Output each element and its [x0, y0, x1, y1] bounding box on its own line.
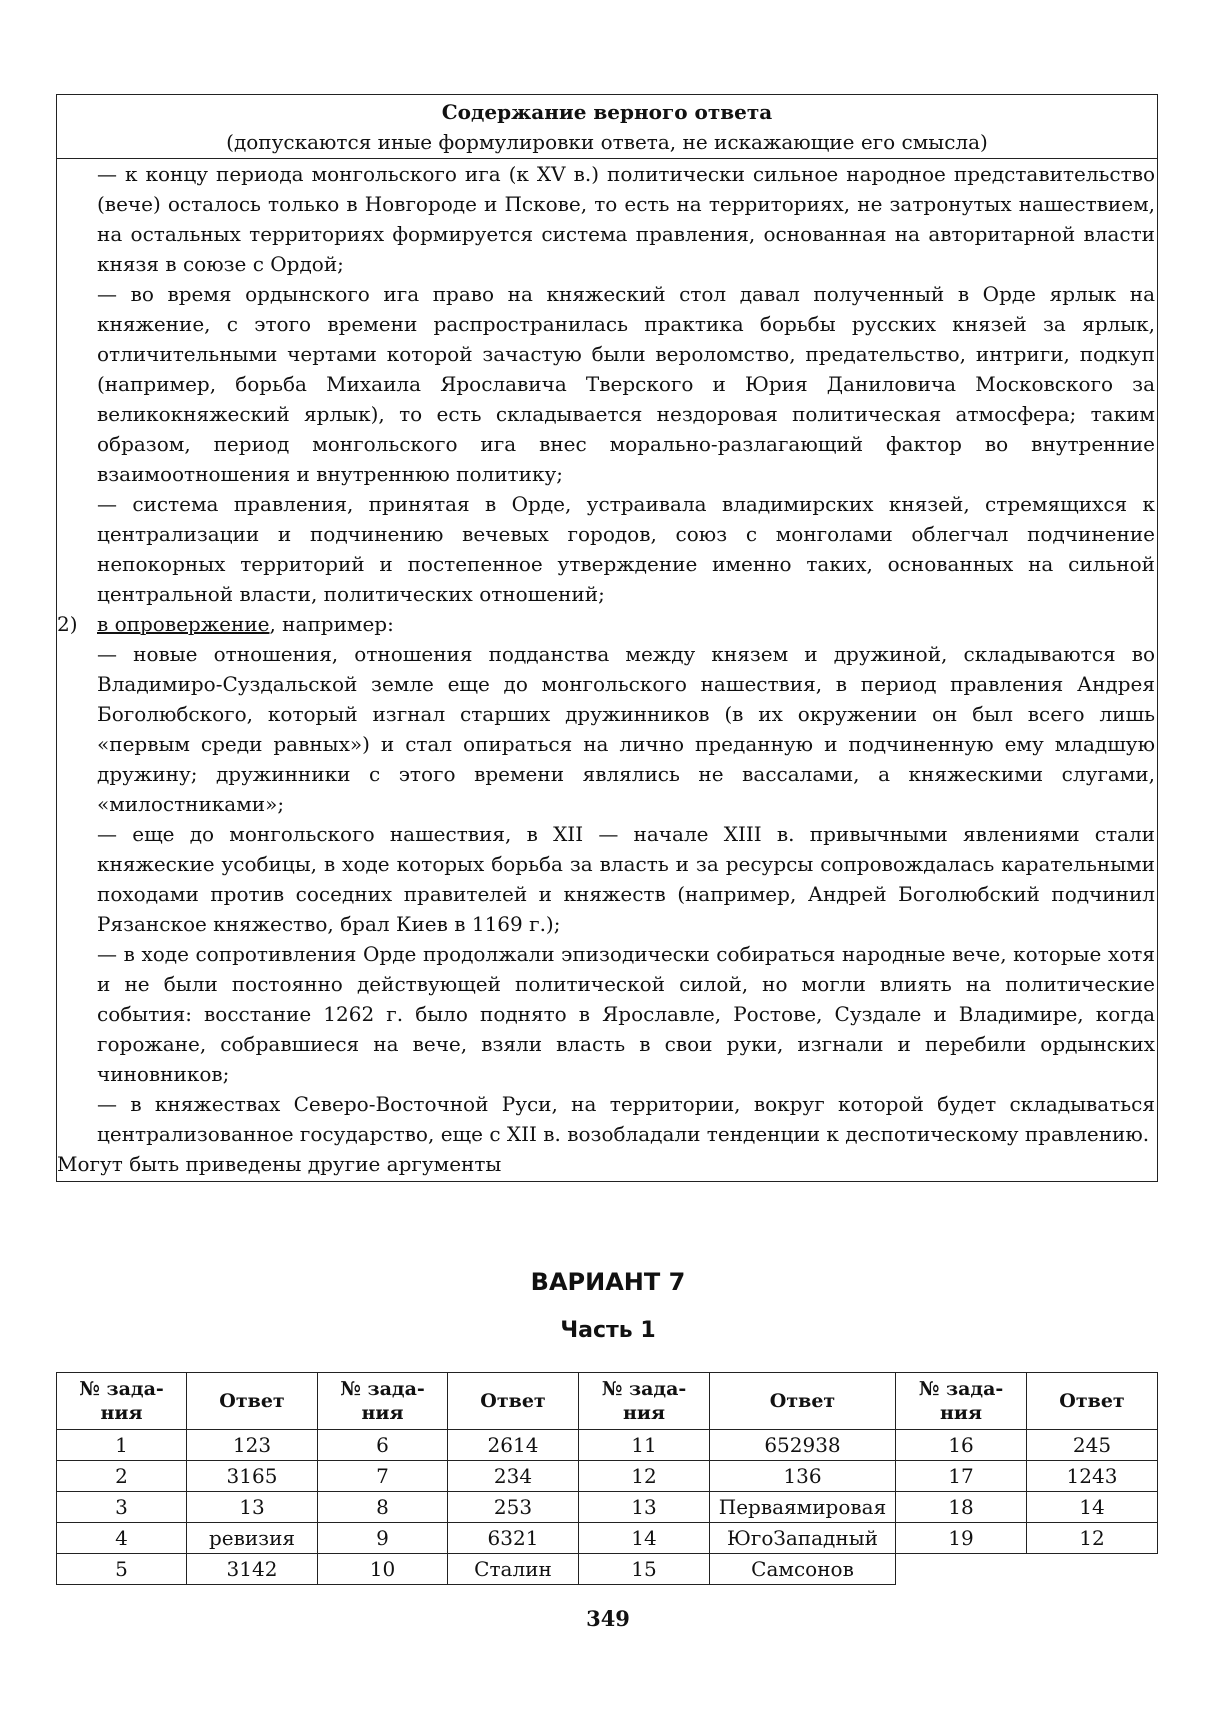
argument-paragraph-2: — во время ордынского ига право на княжеский стол давал полученный в Орде ярлык на княжение, с этого времени распространилась практика борьбы русских князей за ярлык, отличительными чертами которой зачастую были вероломство, предательство, интриги, подкуп (например, борьба Михаила Ярославича Тверского и Юрия Даниловича Московского за великокняжеский ярлык), то есть складывается нездоровая политическая атмосфера; таким образом, период монгольского ига внес морально-разлагающий фактор во внутренние взаимоотношения и внутреннюю политику; [97, 282, 1155, 486]
table-row [57, 1492, 1158, 1523]
answer-cell: 3142 [187, 1554, 318, 1585]
refutation-label: в опровержение [97, 612, 270, 636]
refutation-paragraph-4: — в княжествах Северо-Восточной Руси, на территории, вокруг которой будет складываться централизованное государство, еще с XII в. возобладали тенденции к деспотическому правлению. [97, 1092, 1155, 1146]
answer-cell: 253 [448, 1492, 579, 1523]
task-number-cell: 16 [896, 1430, 1027, 1461]
refutation-paragraph-2: — еще до монгольского нашествия, в XII — начале XIII в. привычными явлениями стали княжеские усобицы, в ходе которых борьба за власть и за ресурсы сопровождалась карательными походами против соседних правителей и княжеств (например, Андрей Боголюбский подчинил Рязанское княжество, брал Киев в 1169 г.); [97, 822, 1155, 936]
answer-cell: Перваямировая [710, 1492, 896, 1523]
answer-cell: Самсонов [710, 1554, 896, 1585]
answer-content-box [56, 94, 1158, 1182]
task-number-cell: 1 [57, 1430, 187, 1461]
answer-cell: ЮгоЗападный [710, 1523, 896, 1554]
answer-box-title: Содержание верного ответа [441, 100, 773, 124]
variant-title: ВАРИАНТ 7 [530, 1268, 686, 1296]
answer-box-subtitle: (допускаются иные формулировки ответа, не искажающие его смысла) [226, 130, 988, 154]
column-header-task: № зада- ния [896, 1373, 1027, 1430]
answer-cell: 245 [1027, 1430, 1158, 1461]
column-header-answer: Ответ [1027, 1373, 1158, 1430]
task-number-cell: 8 [318, 1492, 448, 1523]
task-number-cell: 9 [318, 1523, 448, 1554]
column-header-task: № зада- ния [318, 1373, 448, 1430]
answer-cell: 13 [187, 1492, 318, 1523]
table-row [57, 1461, 1158, 1492]
answer-cell: 2614 [448, 1430, 579, 1461]
task-number-cell: 18 [896, 1492, 1027, 1523]
column-header-answer: Ответ [448, 1373, 579, 1430]
task-number-cell: 17 [896, 1461, 1027, 1492]
task-number-cell: 14 [579, 1523, 710, 1554]
answers-table-header-row [57, 1373, 1158, 1430]
column-header-task: № зада- ния [57, 1373, 187, 1430]
column-header-answer: Ответ [710, 1373, 896, 1430]
answer-cell: 12 [1027, 1523, 1158, 1554]
column-header-task: № зада- ния [579, 1373, 710, 1430]
answer-cell: 6321 [448, 1523, 579, 1554]
page-number: 349 [586, 1606, 630, 1631]
refutation-paragraph-3: — в ходе сопротивления Орде продолжали эпизодически собираться народные вече, которые хотя и не были постоянно действующей политической силой, но могли влиять на политические события: восстание 1262 г. было поднято в Ярославле, Ростове, Суздале и Владимире, когда горожане, собравшиеся на вече, взяли власть в свои руки, изгнали и перебили ордынских чиновников; [97, 942, 1155, 1086]
argument-paragraph-3: — система правления, принятая в Орде, устраивала владимирских князей, стремящихся к централизации и подчинению вечевых городов, союз с монголами облегчал подчинение непокорных территорий и постепенное утверждение именно таких, основанных на сильной центральной власти, политических отношений; [97, 492, 1155, 606]
refutation-label-rest: , например: [269, 612, 394, 636]
task-number-cell: 12 [579, 1461, 710, 1492]
task-number-cell: 10 [318, 1554, 448, 1585]
answer-cell: 123 [187, 1430, 318, 1461]
task-number-cell: 7 [318, 1461, 448, 1492]
argument-paragraph-1: — к концу периода монгольского ига (к XV в.) политически сильное народное представительство (вече) осталось только в Новгороде и Пскове, то есть на территориях, не затронутых нашествием, на остальных территориях формируется система правления, основанная на авторитарной власти князя в союзе с Ордой; [97, 162, 1155, 276]
column-header-answer: Ответ [187, 1373, 318, 1430]
task-number-cell: 15 [579, 1554, 710, 1585]
answer-cell: 3165 [187, 1461, 318, 1492]
task-number-cell: 13 [579, 1492, 710, 1523]
answer-cell: 14 [1027, 1492, 1158, 1523]
answer-box-body [57, 159, 1157, 1181]
task-number-cell: 2 [57, 1461, 187, 1492]
answer-box-header [57, 95, 1157, 159]
empty-cell [896, 1554, 1027, 1585]
table-row [57, 1430, 1158, 1461]
answer-cell: 136 [710, 1461, 896, 1492]
table-row [57, 1554, 1158, 1585]
refutation-paragraph-1: — новые отношения, отношения подданства между князем и дружиной, складываются во Владимиро-Суздальской земле еще до монгольского нашествия, в период правления Андрея Боголюбского, который изгнал старших дружинников (в их окружении он был всего лишь «первым среди равных») и стал опираться на лично преданную и подчиненную ему младшую дружину; дружинники с этого времени являлись не вассалами, а княжескими слугами, «милостниками»; [97, 642, 1155, 816]
task-number-cell: 19 [896, 1523, 1027, 1554]
answer-cell: ревизия [187, 1523, 318, 1554]
task-number-cell: 4 [57, 1523, 187, 1554]
part-title: Часть 1 [560, 1318, 656, 1343]
task-number-cell: 3 [57, 1492, 187, 1523]
task-number-cell: 6 [318, 1430, 448, 1461]
table-row [57, 1523, 1158, 1554]
answer-cell: 652938 [710, 1430, 896, 1461]
answers-table [56, 1372, 1158, 1585]
task-number-cell: 5 [57, 1554, 187, 1585]
empty-cell [1027, 1554, 1158, 1585]
refutation-number: 2) [57, 612, 78, 636]
task-number-cell: 11 [579, 1430, 710, 1461]
answer-cell: 1243 [1027, 1461, 1158, 1492]
answer-box-footer: Могут быть приведены другие аргументы [57, 1152, 502, 1176]
answer-cell: 234 [448, 1461, 579, 1492]
refutation-heading [57, 609, 1157, 639]
answer-cell: Сталин [448, 1554, 579, 1585]
